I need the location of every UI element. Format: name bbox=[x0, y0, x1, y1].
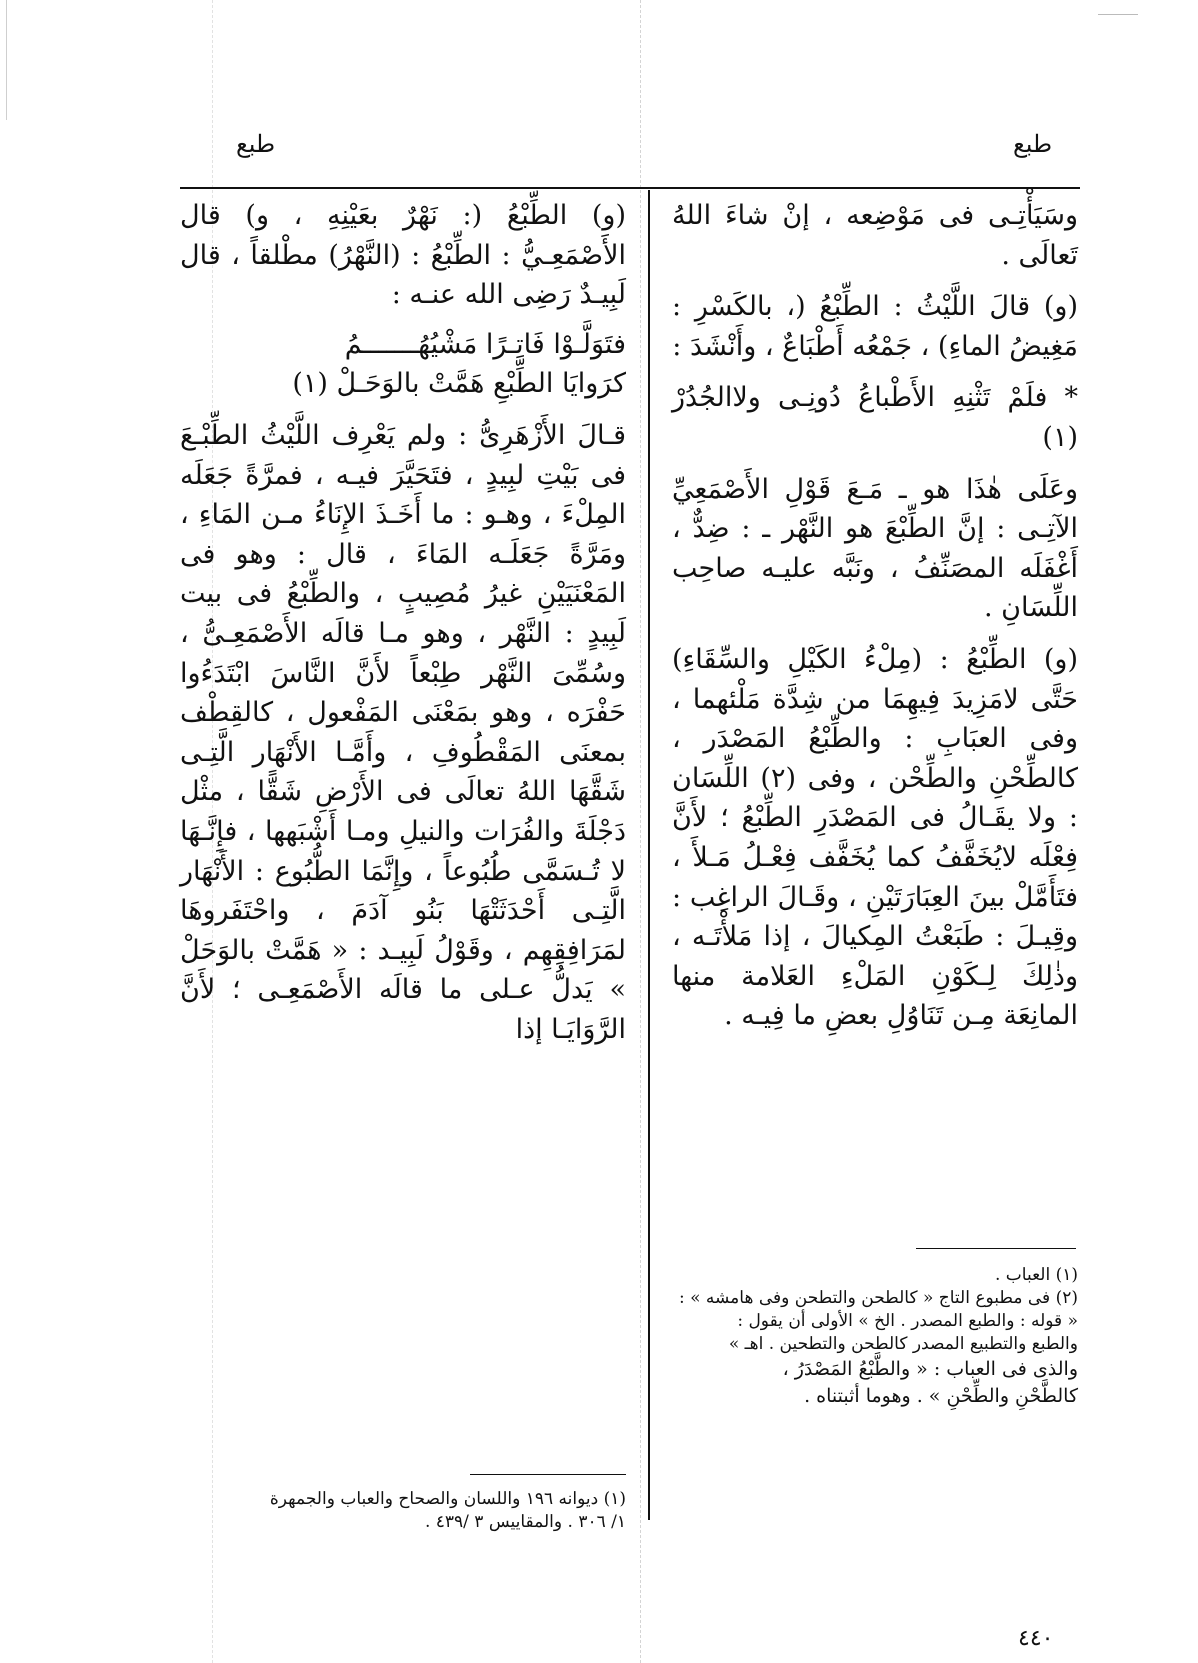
footnote-rule-right bbox=[916, 1248, 1076, 1249]
running-header-right: طبع bbox=[1013, 130, 1053, 158]
left-column bbox=[180, 196, 626, 1049]
footnotes-right bbox=[672, 1264, 1078, 1410]
running-header-left: طبع bbox=[236, 130, 276, 158]
column-divider bbox=[648, 190, 650, 1520]
paragraph: (و) الطِّبْعُ (: نَهْرٌ بعَيْنِهِ ، و) قال الأَصْمَعِـيُّ : الطِّبْعُ : (النَّهْرُ) مطْلقاً ، قال لَبِيـدٌ رَضِى الله عنـه : bbox=[180, 200, 626, 311]
paragraph: (و) الطِّبْعُ : (مِلْءُ الكَيْلِ والسِّقَاءِ) حَتَّى لامَزِيدَ فِيهِمَا من شِدَّة مَلْئهما ، وفى العبَابِ : والطِّبْعُ المَصْدَر ، كالطِّحْنِ والطِّحْن ، وفى (٢) اللِّسَان : ولا يقَـالُ فى المَصْدَرِ الطِّبْعُ ؛ لأَنَّ فِعْلَه لايُخَفَّفُ كما يُخَفَّف فِعْـلُ مَـلأَ ، فتَأَمَّلْ بينَ العِبَارَتَيْنِ ، وقَـالَ الراغِب : وقِيـلَ : طَبَعْتُ المِكيالَ ، إذا مَلأْتَـه ، وذٰلِكَ لِـكَوْنِ المَلْءِ العَلامة منها المانِعَة مِـن تَنَاوُلِ بعضِ ما فِيـه . bbox=[672, 643, 1078, 1032]
verse-line: فتَوَلَّـوْا فَاتِـرًا مَشْيُهُـــــــمُ bbox=[344, 328, 626, 360]
footnote: والذى فى العباب : « والطَّبْعُ المَصْدَرُ ، bbox=[782, 1358, 1078, 1380]
paragraph: قـالَ الأَزْهَرِىُّ : ولم يَعْرِف اللَّيْثُ الطِّبْـعَ فى بَيْتِ لبِيدٍ ، فتَحَيَّرَ فيـه ، فمرَّةً جَعَلَه المِلْءَ ، وهـو : ما أَخَـذَ الإِنَاءُ مـن المَاءِ ، ومَرَّةً جَعَلَـه المَاءَ ، قال : وهو فى المَعْنَيَيْنِ غيرُ مُصِيبٍ ، والطِّبْعُ فى بيت لَبِيدٍ : النَّهْر ، وهو مـا قالَه الأَصْمَعِـىُّ ، وسُمِّىَ النَّهْر طِبْعاً لأَنَّ النَّاسَ ابْتَدَءُوا حَفْرَه ، وهو بمَعْنَى المَفْعول ، كالقِطْف بمعنَى المَقْطُوفِ ، وأَمَّـا الأَنْهَار الَّتِـى شَقَّهَا اللهُ تعالَى فى الأَرْضِ شَقًّا ، مثْل دَجْلَةَ والفُرَات والنيلِ ومـا أَشْبَهها ، فإِنَّـهَا لا تُـسَمَّى طُبُوعاً ، وإِنَّمَا الطُّبُوع : الأَنْهَار الَّتِـى أَحْدَثَتْهَا بَنُو آدَمَ ، واحْتَفَروهَا لمَرَافِقِهِم ، وقَوْلُ لَبِيـد : « هَمَّتْ بالوَحَلْ » يَدلُّ عـلى ما قالَه الأَصْمَعِـى ؛ لأَنَّ الرَّوَايَـا إذا bbox=[180, 419, 626, 1045]
footnote: كالطَّحْنِ والطِّحْنِ » . وهوما أثبتناه . bbox=[804, 1385, 1078, 1407]
footnote: (١) العباب . bbox=[994, 1265, 1078, 1285]
paragraph: وسَيَأْتِـى فى مَوْضِعه ، إنْ شاءَ اللهُ تَعالَى . bbox=[672, 200, 1078, 271]
fold-line bbox=[640, 0, 641, 1663]
footnote: (٢) فى مطبوع التاج « كالطحن والتطحن وفى هامشه » : bbox=[678, 1288, 1078, 1308]
footnote: ١/ ٣٠٦ . والمقاييس ٣ /٤٣٩ . bbox=[424, 1512, 626, 1532]
paragraph: وعَلَى هٰذَا هو ـ مَـعَ قَوْلِ الأَصْمَعِيِّ الآتِـى : إنَّ الطِّبْعَ هو النَّهْر ـ : ضِدٌّ ، أَغْفَلَه المصَنِّفُ ، ونَبَّه عليـه صاحِب اللِّسَانِ . bbox=[672, 473, 1078, 624]
verse-line: كرَوايَا الطِّبْعِ هَمَّتْ بالوَحَـلْ (١) bbox=[292, 368, 626, 400]
scan-mark bbox=[1098, 14, 1138, 15]
footnotes-left bbox=[180, 1488, 626, 1534]
header-rule bbox=[180, 187, 1080, 189]
footnote-rule-left bbox=[470, 1474, 626, 1475]
page-number: ٤٤٠ bbox=[1018, 1626, 1054, 1651]
right-column bbox=[672, 196, 1078, 1036]
paragraph: (و) قالَ اللَّيْثُ : الطِّبْعُ (، بالكَسْرِ : مَغِيضُ الماءِ) ، جَمْعُه أَطْبَاعٌ ، وأَنْشَدَ : bbox=[672, 291, 1078, 362]
footnote: « قوله : والطبع المصدر . الخ » الأولى أن يقول : bbox=[737, 1311, 1078, 1331]
footnote: والطبع والتطبيع المصدر كالطحن والتطحين . اهـ » bbox=[728, 1334, 1078, 1354]
scan-edge-line bbox=[6, 0, 7, 120]
verse-line: * فلَمْ تَثْنِهِ الأَطْباعُ دُونِـى ولاالجُدُرْ (١) bbox=[672, 382, 1078, 453]
footnote: (١) ديوانه ١٩٦ واللسان والصحاح والعباب والجمهرة bbox=[269, 1489, 626, 1509]
